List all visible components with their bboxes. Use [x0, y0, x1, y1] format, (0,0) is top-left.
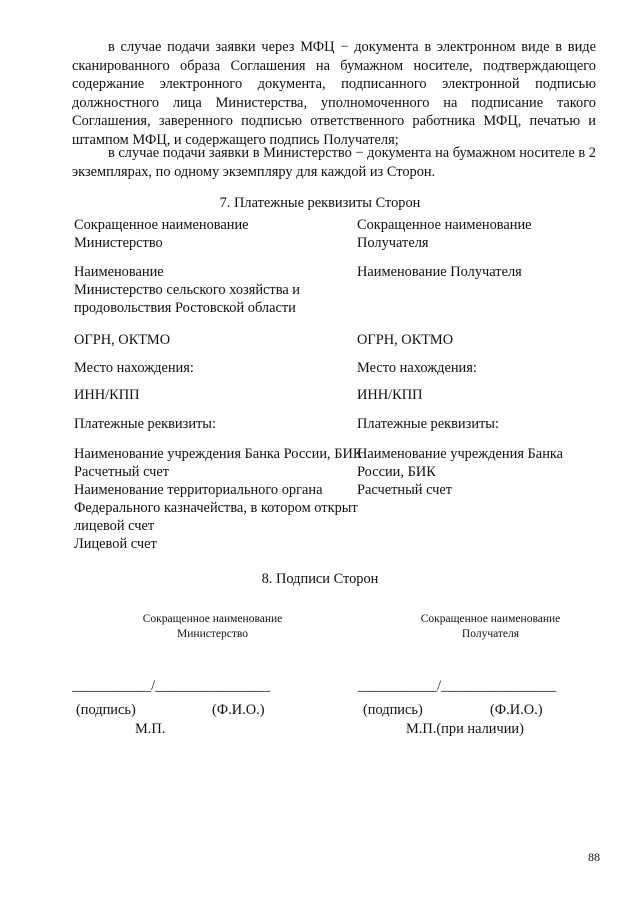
page-number: 88	[588, 850, 600, 864]
right-name: Наименование Получателя	[357, 264, 522, 280]
right-sign-label: (подпись)	[363, 702, 423, 718]
right-short-name: Сокращенное наименование Получателя	[357, 217, 532, 251]
left-short-name: Сокращенное наименование Министерство	[74, 217, 249, 251]
left-payment: Платежные реквизиты:	[74, 416, 216, 432]
right-signature-line: ___________/________________	[358, 678, 557, 694]
left-signature-line: ___________/________________	[72, 678, 271, 694]
left-location: Место нахождения:	[74, 360, 194, 376]
paragraph-mfc: в случае подачи заявки через МФЦ − документа в электронном виде в виде сканированного образа Соглашения на бумажном носителе, подтверждающего содержание электронного документа, подписанного электронной подписью должностного лица Министерства, уполномоченного на подписание такого Соглашения, заверенного подписью ответственного работника МФЦ, печатью и штампом МФЦ, и содержащего подпись Получателя;	[72, 39, 596, 148]
section-7-title: 7. Платежные реквизиты Сторон	[219, 195, 421, 211]
left-name: Наименование Министерство сельского хозяйства и продовольствия Ростовской области	[74, 264, 301, 316]
right-payment: Платежные реквизиты:	[357, 416, 499, 432]
left-bank-details: Наименование учреждения Банка России, БИК Расчетный счет Наименование территориального органа Федерального казначейства, в котором открыт лицевой счет Лицевой счет	[74, 446, 363, 552]
right-stamp-label: М.П.(при наличии)	[406, 721, 524, 737]
right-signature-caption: Сокращенное наименование Получателя	[420, 613, 561, 640]
left-sign-label: (подпись)	[76, 702, 136, 718]
paragraph-ministry: в случае подачи заявки в Министерство − документа на бумажном носителе в 2 экземплярах, по одному экземпляру для каждой из Сторон.	[72, 145, 596, 180]
left-signature-caption: Сокращенное наименование Министерство	[142, 613, 283, 640]
right-ogrn: ОГРН, ОКТМО	[357, 332, 454, 348]
right-bank-details: Наименование учреждения Банка России, БИК Расчетный счет	[357, 446, 564, 498]
left-stamp-label: М.П.	[135, 721, 166, 737]
left-inn: ИНН/КПП	[74, 387, 140, 403]
left-fio-label: (Ф.И.О.)	[212, 702, 265, 718]
right-inn: ИНН/КПП	[357, 387, 423, 403]
left-ogrn: ОГРН, ОКТМО	[74, 332, 171, 348]
right-location: Место нахождения:	[357, 360, 477, 376]
section-8-title: 8. Подписи Сторон	[261, 571, 379, 587]
right-fio-label: (Ф.И.О.)	[490, 702, 543, 718]
